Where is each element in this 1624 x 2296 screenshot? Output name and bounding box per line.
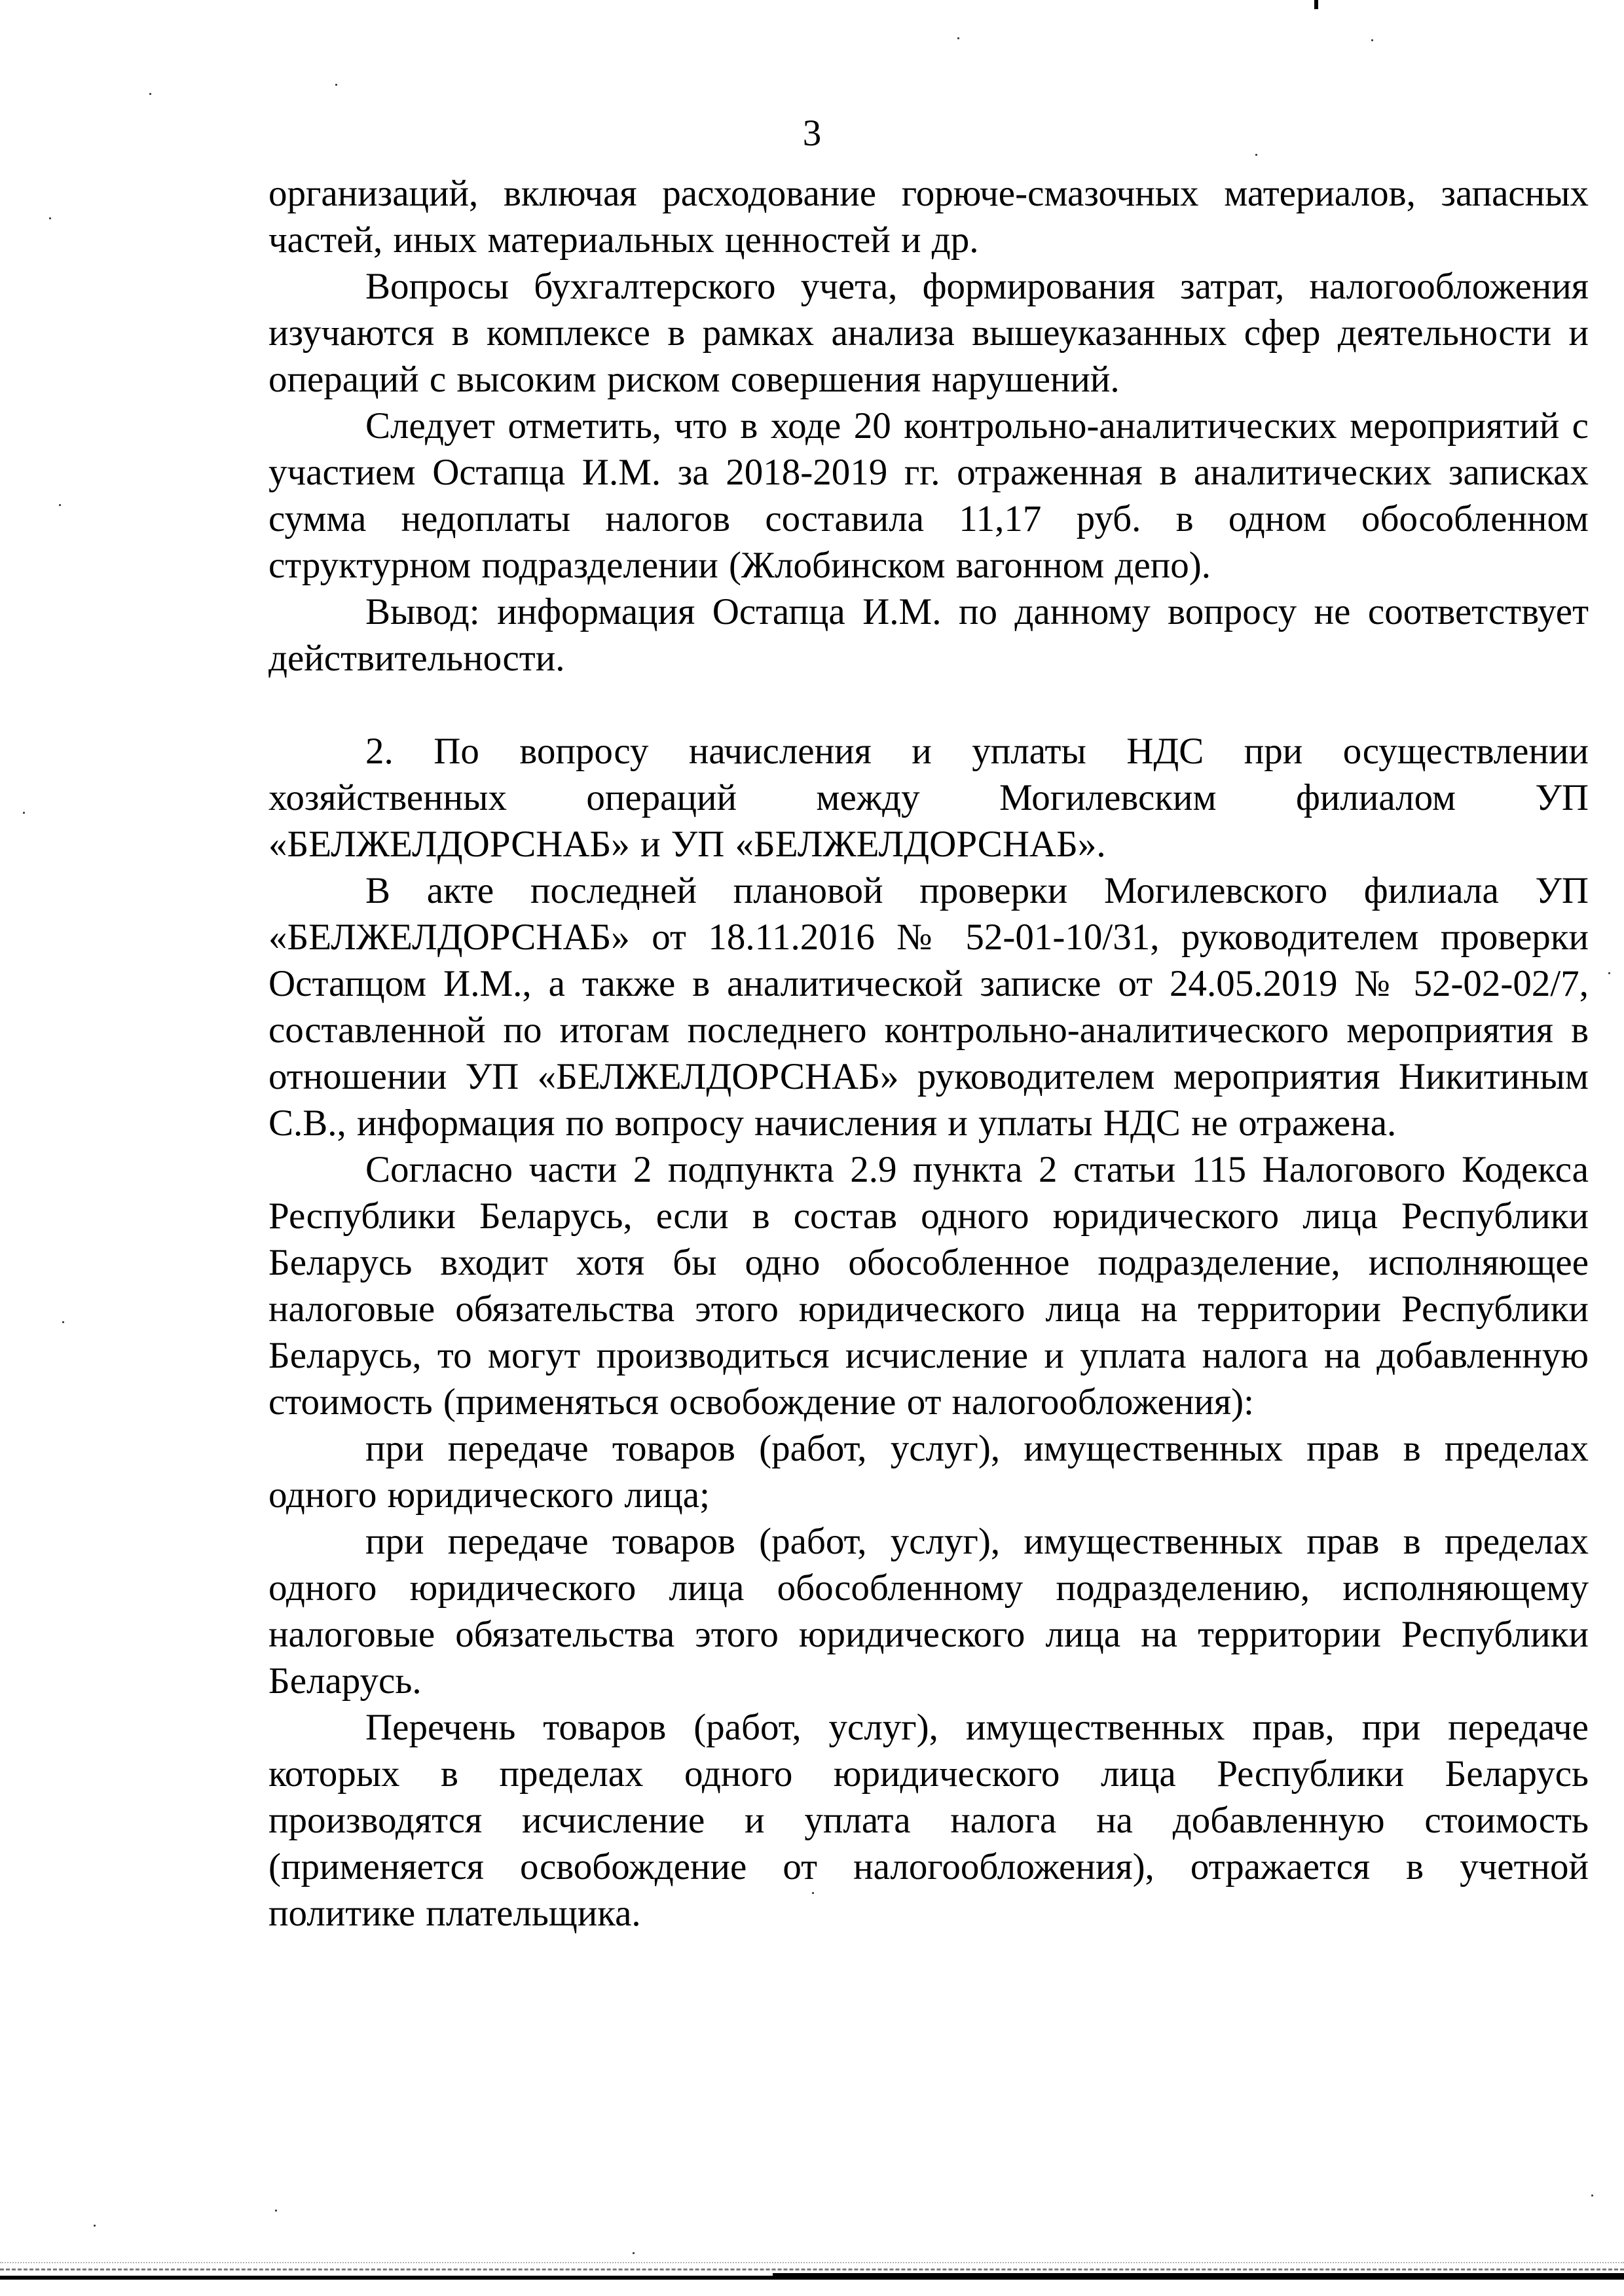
scan-speck xyxy=(812,1892,814,1894)
scan-speck xyxy=(59,504,61,506)
scan-speck xyxy=(49,217,51,219)
scan-speck xyxy=(633,2252,635,2254)
paragraph-2: Вопросы бухгалтерского учета, формирования затрат, налогообложения изучаются в комплексе в рамках анализа вышеуказанных сфер деятельности и операций с высоким риском совершения нарушений. xyxy=(268,266,1589,400)
scan-artifact-top-tick xyxy=(1314,0,1318,9)
scan-speck xyxy=(1591,2195,1593,2196)
paragraph-8: при передаче товаров (работ, услуг), имущественных прав в пределах одного юридического лица; xyxy=(268,1428,1589,1516)
paragraph-6: В акте последней плановой проверки Могилевского филиала УП «БЕЛЖЕЛДОРСНАБ» от 18.11.2016 № 52-01-10/31, руководителем проверки Остапцом И.М., а также в аналитической записке от 24.05.2019 № 52-02-02/7, составленной по итогам последнего контрольно-аналитического мероприятия в отношении УП «БЕЛЖЕЛДОРСНАБ» руководителем мероприятия Никитиным С.В., информация по вопросу начисления и уплаты НДС не отражена. xyxy=(268,870,1589,1144)
scan-edge-noise xyxy=(0,2269,1624,2270)
paragraph-1: организаций, включая расходование горюче-смазочных материалов, запасных частей, иных материальных ценностей и др. xyxy=(268,173,1589,261)
scan-speck xyxy=(335,84,337,86)
paragraph-3: Следует отметить, что в ходе 20 контрольно-аналитических мероприятий с участием Остапца И.М. за 2018-2019 гг. отраженная в аналитических записках сумма недоплаты налогов составила 11,17 руб. в одном обособленном структурном подразделении (Жлобинском вагонном депо). xyxy=(268,405,1589,586)
scan-edge-bottom-thick xyxy=(773,2273,1624,2280)
paragraph-5: 2. По вопросу начисления и уплаты НДС при осуществлении хозяйственных операций между Могилевским филиалом УП «БЕЛЖЕЛДОРСНАБ» и УП «БЕЛЖЕЛДОРСНАБ». xyxy=(268,731,1589,865)
paragraph-4: Вывод: информация Остапца И.М. по данному вопросу не соответствует действительности. xyxy=(268,591,1589,679)
scan-speck xyxy=(275,2210,277,2212)
scan-edge-noise xyxy=(0,2262,1624,2263)
scan-speck xyxy=(1371,39,1373,41)
paragraph-7: Согласно части 2 подпункта 2.9 пункта 2 статьи 115 Налогового Кодекса Республики Беларусь, если в состав одного юридического лица Республики Беларусь входит хотя бы одно обособленное подразделение, исполняющее налоговые обязательства этого юридического лица на территории Республики Беларусь, то могут производиться исчисление и уплата налога на добавленную стоимость (применяться освобождение от налогообложения): xyxy=(268,1149,1589,1423)
scan-speck xyxy=(23,812,25,814)
page-number: 3 xyxy=(802,113,822,154)
scan-speck xyxy=(62,1321,64,1323)
scan-speck xyxy=(149,93,151,95)
paragraph-9: при передаче товаров (работ, услуг), имущественных прав в пределах одного юридического лица обособленному подразделению, исполняющему налоговые обязательства этого юридического лица на территории Республики Беларусь. xyxy=(268,1521,1589,1702)
scan-speck xyxy=(1255,154,1257,156)
scan-speck xyxy=(94,2225,96,2227)
scan-speck xyxy=(957,37,959,39)
scan-speck xyxy=(1608,972,1610,974)
paragraph-10: Перечень товаров (работ, услуг), имущественных прав, при передаче которых в пределах одного юридического лица Республики Беларусь производятся исчисление и уплата налога на добавленную стоимость (применяется освобождение от налогообложения), отражается в учетной политике плательщика. xyxy=(268,1707,1589,1934)
document-content xyxy=(268,170,1589,1937)
